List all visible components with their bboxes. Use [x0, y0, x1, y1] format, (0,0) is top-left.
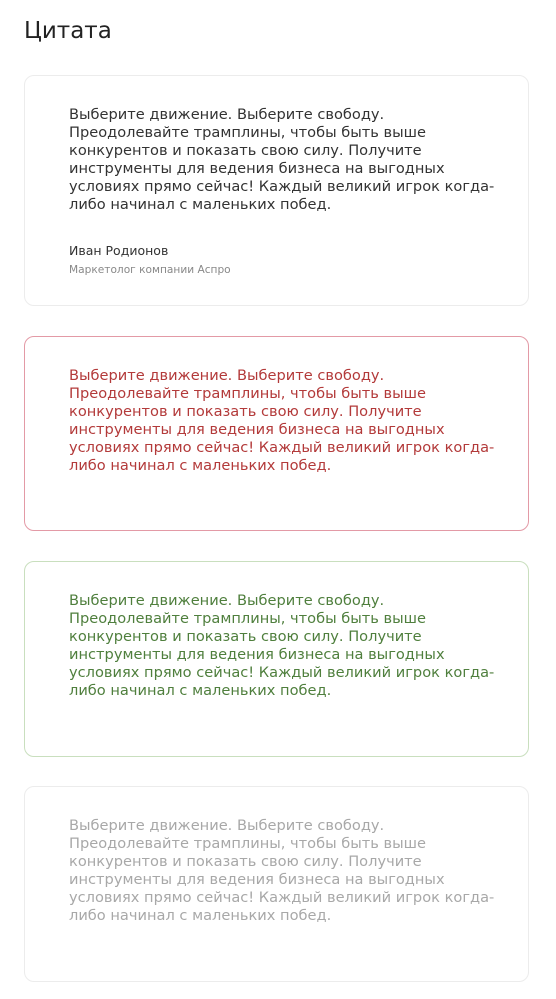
- page-title: Цитата: [24, 18, 112, 44]
- quote-line: инструменты для ведения бизнеса на выгодных: [69, 646, 445, 663]
- quote-line: Преодолевайте трамплины, чтобы быть выше: [69, 124, 426, 141]
- quote-line: Выберите движение. Выберите свободу.: [69, 592, 385, 609]
- quote-line: либо начинал с маленьких побед.: [69, 907, 332, 924]
- quote-line: инструменты для ведения бизнеса на выгодных: [69, 871, 445, 888]
- quote-line: конкурентов и показать свою силу. Получите: [69, 142, 422, 159]
- quote-card-default: [24, 75, 529, 306]
- quote-text: [69, 592, 509, 700]
- quote-line: либо начинал с маленьких побед.: [69, 682, 332, 699]
- quote-card-danger: [24, 336, 529, 531]
- quote-line: условиях прямо сейчас! Каждый великий игрок когда-: [69, 439, 495, 456]
- quote-line: инструменты для ведения бизнеса на выгодных: [69, 160, 445, 177]
- quote-line: либо начинал с маленьких побед.: [69, 457, 332, 474]
- quote-line: инструменты для ведения бизнеса на выгодных: [69, 421, 445, 438]
- quote-line: конкурентов и показать свою силу. Получите: [69, 853, 422, 870]
- quote-author-name: Иван Родионов: [69, 243, 169, 258]
- quote-line: Преодолевайте трамплины, чтобы быть выше: [69, 835, 426, 852]
- quote-author-role: Маркетолог компании Аспро: [69, 264, 231, 276]
- quote-line: Преодолевайте трамплины, чтобы быть выше: [69, 610, 426, 627]
- quote-line: условиях прямо сейчас! Каждый великий игрок когда-: [69, 889, 495, 906]
- quote-card-muted: [24, 786, 529, 982]
- quote-card-success: [24, 561, 529, 757]
- quote-line: Выберите движение. Выберите свободу.: [69, 817, 385, 834]
- quote-line: конкурентов и показать свою силу. Получите: [69, 628, 422, 645]
- quote-line: Выберите движение. Выберите свободу.: [69, 106, 385, 123]
- quote-text: [69, 367, 509, 475]
- quote-line: условиях прямо сейчас! Каждый великий игрок когда-: [69, 664, 495, 681]
- quote-line: Преодолевайте трамплины, чтобы быть выше: [69, 385, 426, 402]
- quote-line: условиях прямо сейчас! Каждый великий игрок когда-: [69, 178, 495, 195]
- quote-text: [69, 106, 509, 214]
- quote-line: либо начинал с маленьких побед.: [69, 196, 332, 213]
- quote-text: [69, 817, 509, 925]
- quote-line: Выберите движение. Выберите свободу.: [69, 367, 385, 384]
- quote-line: конкурентов и показать свою силу. Получите: [69, 403, 422, 420]
